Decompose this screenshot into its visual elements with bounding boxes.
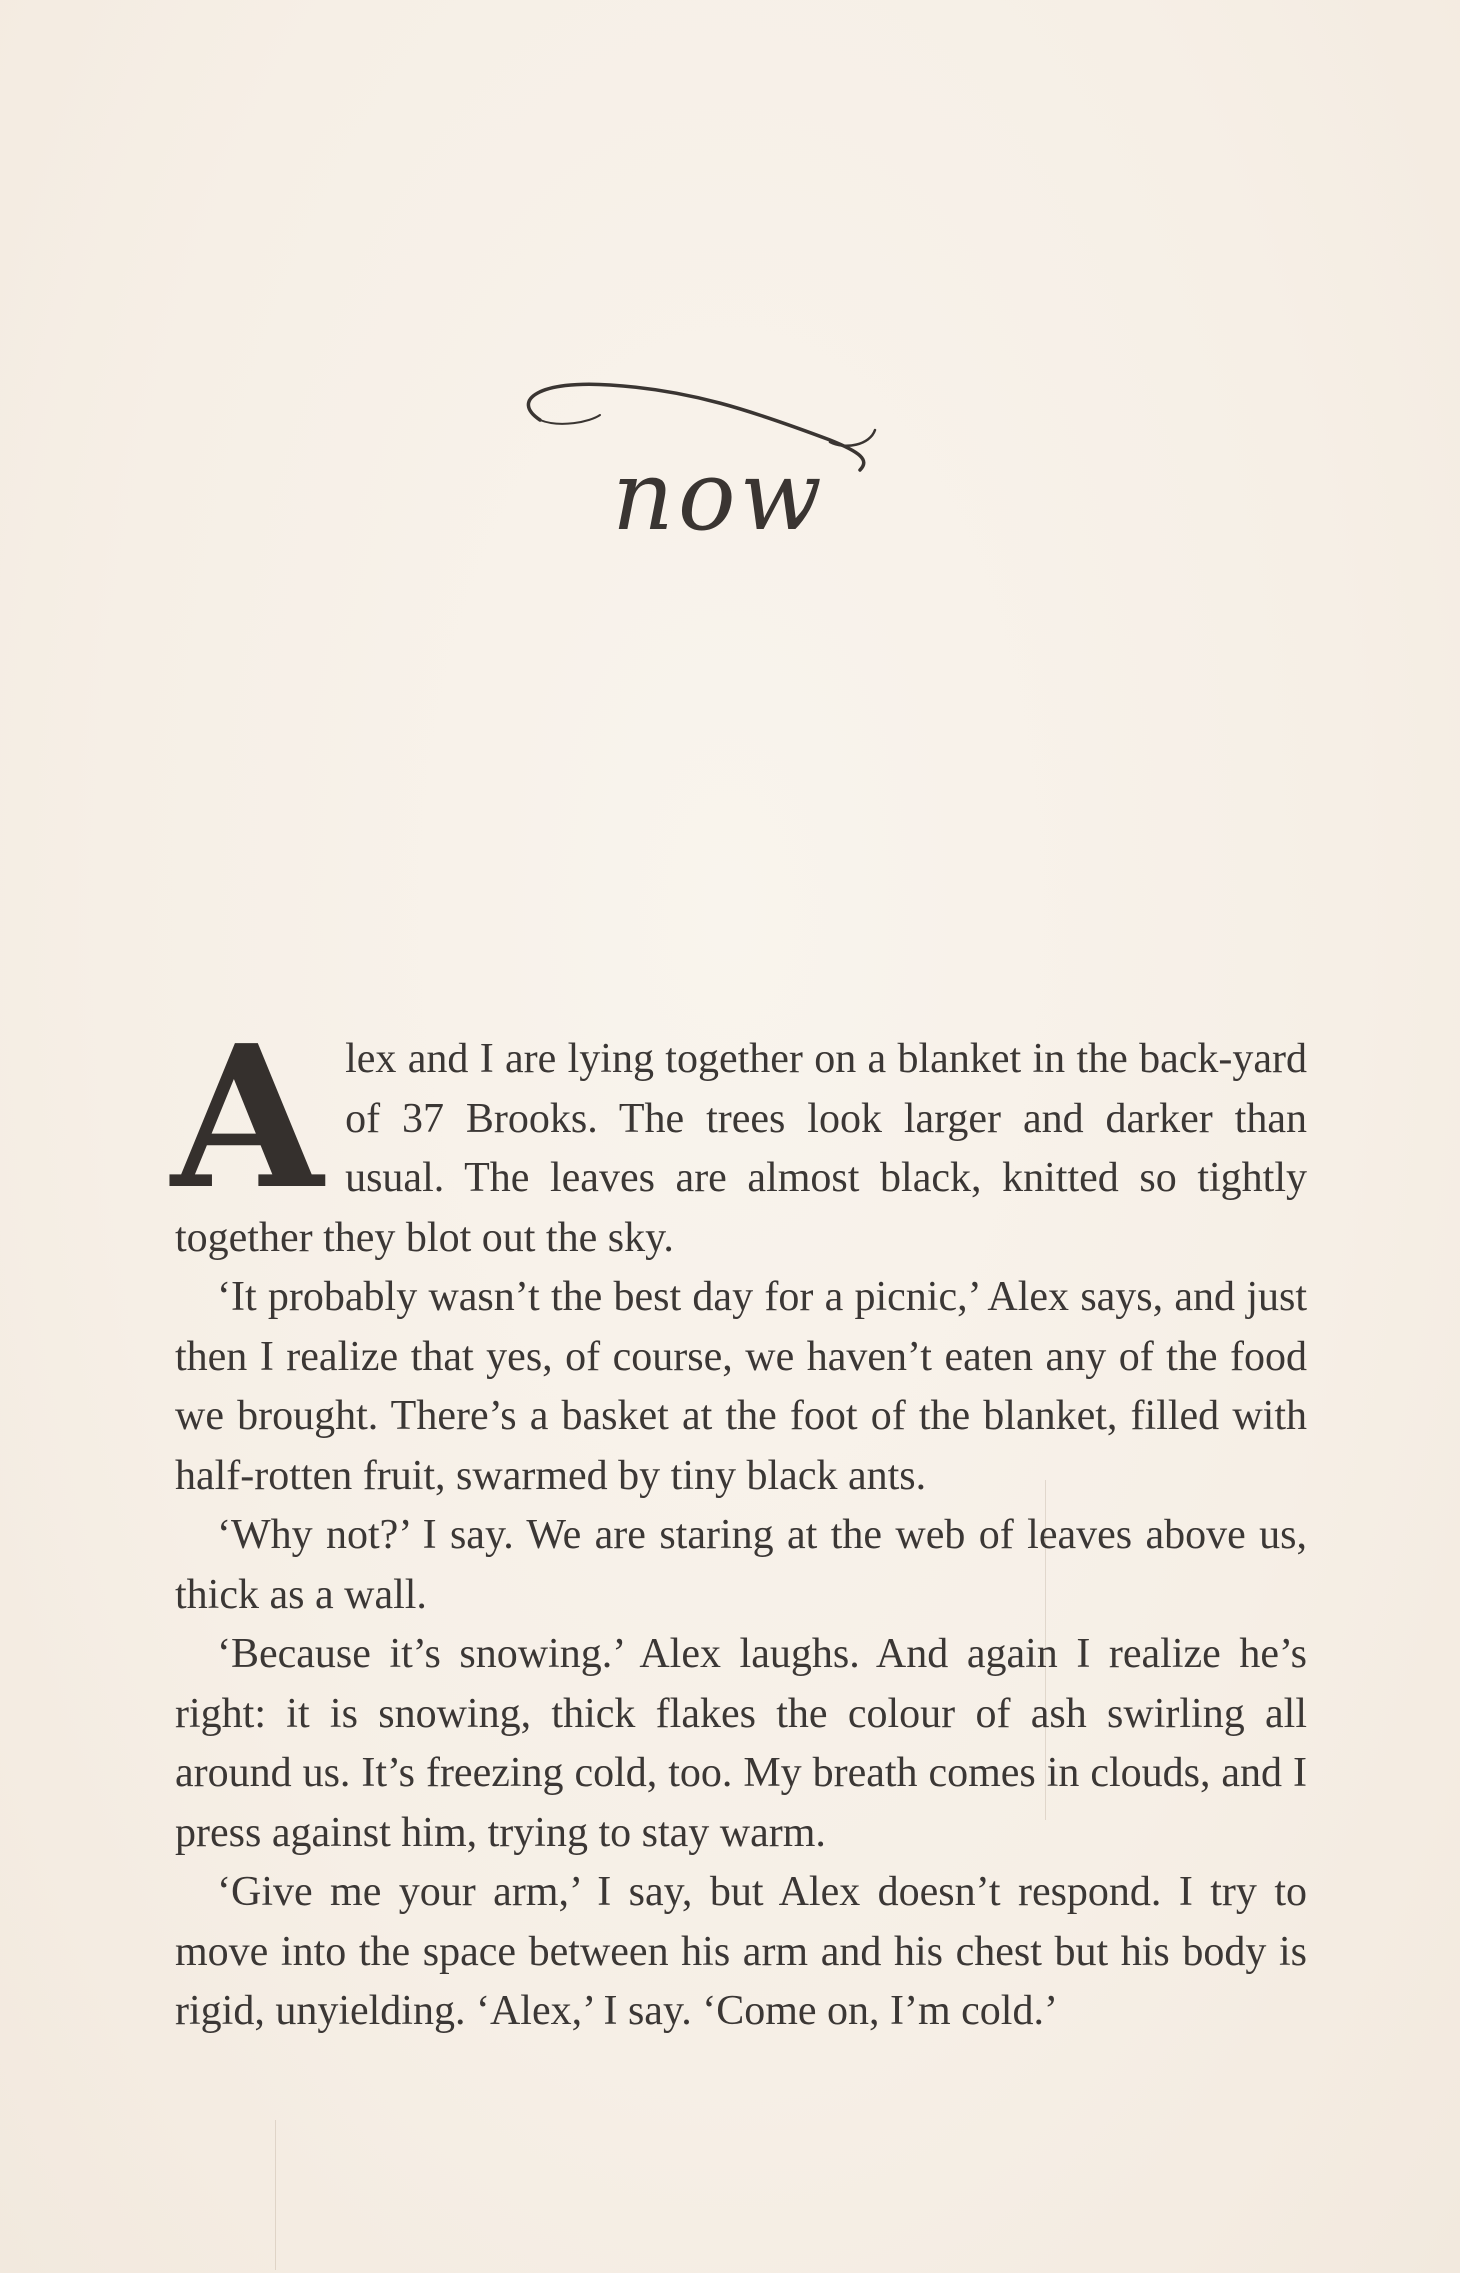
- paragraph: ‘Why not?’ I say. We are staring at the web of leaves above us, thick as a wall.: [175, 1512, 1307, 1618]
- paragraph: ‘Because it’s snowing.’ Alex laughs. And again I realize he’s right: it is snowing, thick flakes the colour of ash swirling all around us. It’s freezing cold, too. My breath comes in clouds, and I press against him, trying to stay warm.: [175, 1631, 1307, 1856]
- paragraph-text: lex and I are lying together on a blanket in the back-yard of 37 Brooks. The trees look larger and darker than usual. The leaves are almost black, knitted so tightly together they blot out the sky.: [175, 1036, 1307, 1261]
- paragraph: ‘Give me your arm,’ I say, but Alex doesn’t respond. I try to move into the space between his arm and his chest but his body is rigid, unyielding. ‘Alex,’ I say. ‘Come on, I’m cold.’: [175, 1869, 1307, 2034]
- drop-cap: A: [171, 1003, 324, 1233]
- body-text: [171, 1003, 1307, 2042]
- paragraph: ‘It probably wasn’t the best day for a picnic,’ Alex says, and just then I realize that yes, of course, we haven’t eaten any of the food we brought. There’s a basket at the foot of the blanket, filled with half-rotten fruit, swarmed by tiny black ants.: [175, 1274, 1307, 1499]
- paragraph: [171, 1003, 1307, 1268]
- chapter-title: now: [612, 440, 826, 552]
- chapter-heading: [500, 370, 900, 570]
- page-crease: [275, 2120, 276, 2270]
